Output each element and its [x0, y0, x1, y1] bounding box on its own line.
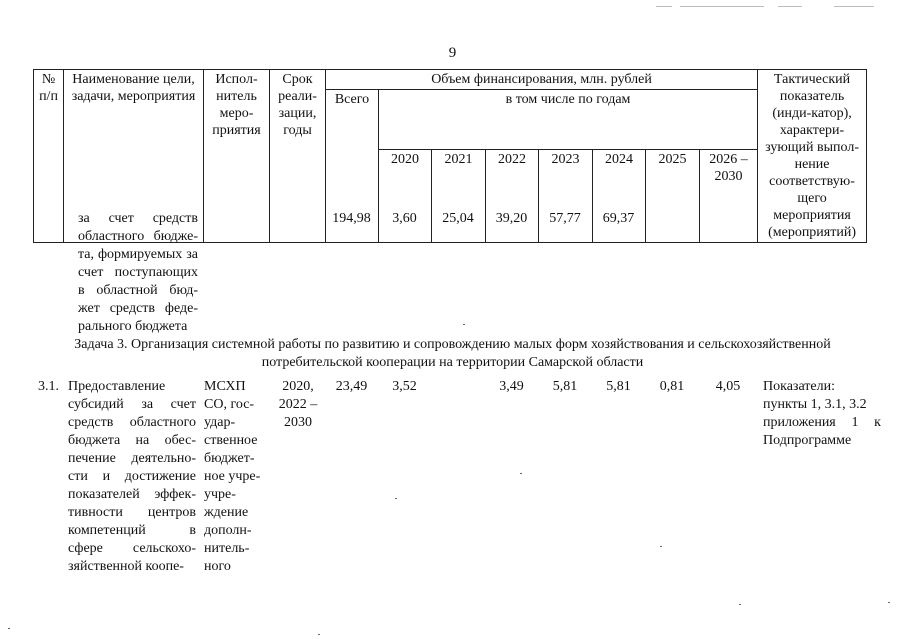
header-year: 2021 [432, 150, 486, 243]
row-value-2025: 0,81 [659, 379, 685, 394]
row-indicator-line: пункты 1, 3.1, 3.2 [763, 397, 867, 412]
row-name-line: субсидий за счет [68, 397, 196, 412]
row-term-line: 2020, [282, 379, 314, 394]
scan-speck [8, 628, 10, 629]
row-term-line: 2022 – [278, 397, 318, 412]
header-year: 2023 [539, 150, 593, 243]
header-term: Срок реали-зации, годы [270, 70, 326, 243]
row-executor-line: учре- [204, 487, 236, 502]
row-name-line: тивности центров [68, 505, 196, 520]
task-heading [20, 336, 885, 372]
row-value-2020: 3,60 [392, 211, 417, 226]
header-total: Всего [326, 90, 379, 243]
scan-speck [463, 324, 465, 325]
row-value-2024: 69,37 [602, 211, 635, 226]
row-name-line: та, формируемых за [78, 247, 198, 262]
row-value-2024: 5,81 [606, 379, 631, 394]
row-executor-line: нитель- [204, 541, 250, 556]
header-executor: Испол-нитель меро-приятия [204, 70, 270, 243]
row-name-line: областного бюдже- [78, 229, 198, 244]
header-year: 2022 [486, 150, 539, 243]
row-executor-line: удар- [204, 415, 236, 430]
row-indicator-line: Показатели: [763, 379, 835, 394]
row-name-line: бюджета на обес- [68, 433, 196, 448]
header-name: Наименование цели, задачи, мероприятия [64, 70, 204, 243]
row-value-2021: 25,04 [442, 211, 474, 226]
header-num: № п/п [34, 70, 64, 243]
row-value-2022: 39,20 [495, 211, 528, 226]
header-year: 2026 – 2030 [700, 150, 758, 243]
scan-speck [660, 546, 662, 547]
row-name [68, 378, 196, 576]
row-value-2022: 3,49 [499, 379, 524, 394]
scan-speck [739, 604, 741, 605]
scan-line [656, 6, 672, 7]
row-executor-line: МСХП [204, 379, 246, 394]
scan-line [680, 6, 764, 7]
row-value-2023: 5,81 [552, 379, 578, 394]
row-value-2020: 3,52 [392, 379, 417, 394]
row-name-line: сфере сельскохо- [68, 541, 196, 556]
scan-speck [888, 602, 890, 603]
row-name-line: рального бюджета [78, 319, 188, 334]
header-indicator: Тактический показатель (инди-катор), характери-зующий выпол-нение соответствую-щего мероприятия (мероприятий) [758, 70, 867, 243]
row-name-line: компетенций в [68, 523, 196, 538]
row-name-line: за счет средств [78, 211, 198, 226]
row-value-2026-2030: 4,05 [715, 379, 741, 394]
scan-speck [520, 473, 522, 474]
row-total: 194,98 [332, 211, 371, 226]
row-name-line: средств областного [68, 415, 196, 430]
row-name-line: счет поступающих [78, 265, 198, 280]
row-executor-line: СО, гос- [204, 397, 255, 412]
row-name [78, 210, 198, 336]
row-executor-line: бюджет- [204, 451, 255, 466]
header-year: 2020 [379, 150, 432, 243]
row-name-line: печение деятельно- [68, 451, 196, 466]
header-year: 2025 [646, 150, 700, 243]
header-financing: Объем финансирования, млн. рублей [326, 70, 758, 90]
header-year: 2024 [593, 150, 646, 243]
row-indicator-line: приложения 1 к [763, 415, 881, 430]
row-total: 23,49 [335, 379, 368, 394]
row-executor-line: ного [204, 559, 231, 574]
scan-line [834, 6, 874, 7]
row-indicator-line: Подпрограмме [763, 433, 852, 448]
scan-speck [318, 634, 320, 635]
scan-line [778, 6, 802, 7]
row-executor-line: ственное [204, 433, 258, 448]
task-heading-line: потребительской кооперации на территории Самарской области [261, 355, 644, 370]
row-term [270, 378, 326, 432]
scan-speck [395, 498, 397, 499]
page-number: 9 [448, 45, 457, 61]
row-executor-line: дополн- [204, 523, 252, 538]
row-executor [204, 378, 268, 576]
row-executor-line: ждение [204, 505, 249, 520]
row-name-line: сти и достижение [68, 469, 196, 484]
row-name-line: зяйственной коопе- [68, 559, 184, 574]
task-heading-line: Задача 3. Организация системной работы по развитию и сопровождению малых форм хозяйствования и сельскохозяйственной [74, 337, 831, 352]
row-name-line: показателей эффек- [68, 487, 196, 502]
row-executor-line: ное учре- [204, 469, 261, 484]
row-term-line: 2030 [284, 415, 312, 430]
header-by-years: в том числе по годам [379, 90, 758, 150]
row-num: 3.1. [38, 379, 59, 394]
row-indicator [763, 378, 881, 450]
row-name-line: в областной бюд- [78, 283, 198, 298]
row-value-2023: 57,77 [549, 211, 581, 226]
row-name-line: жет средств феде- [78, 301, 198, 316]
row-name-line: Предоставление [68, 379, 166, 394]
